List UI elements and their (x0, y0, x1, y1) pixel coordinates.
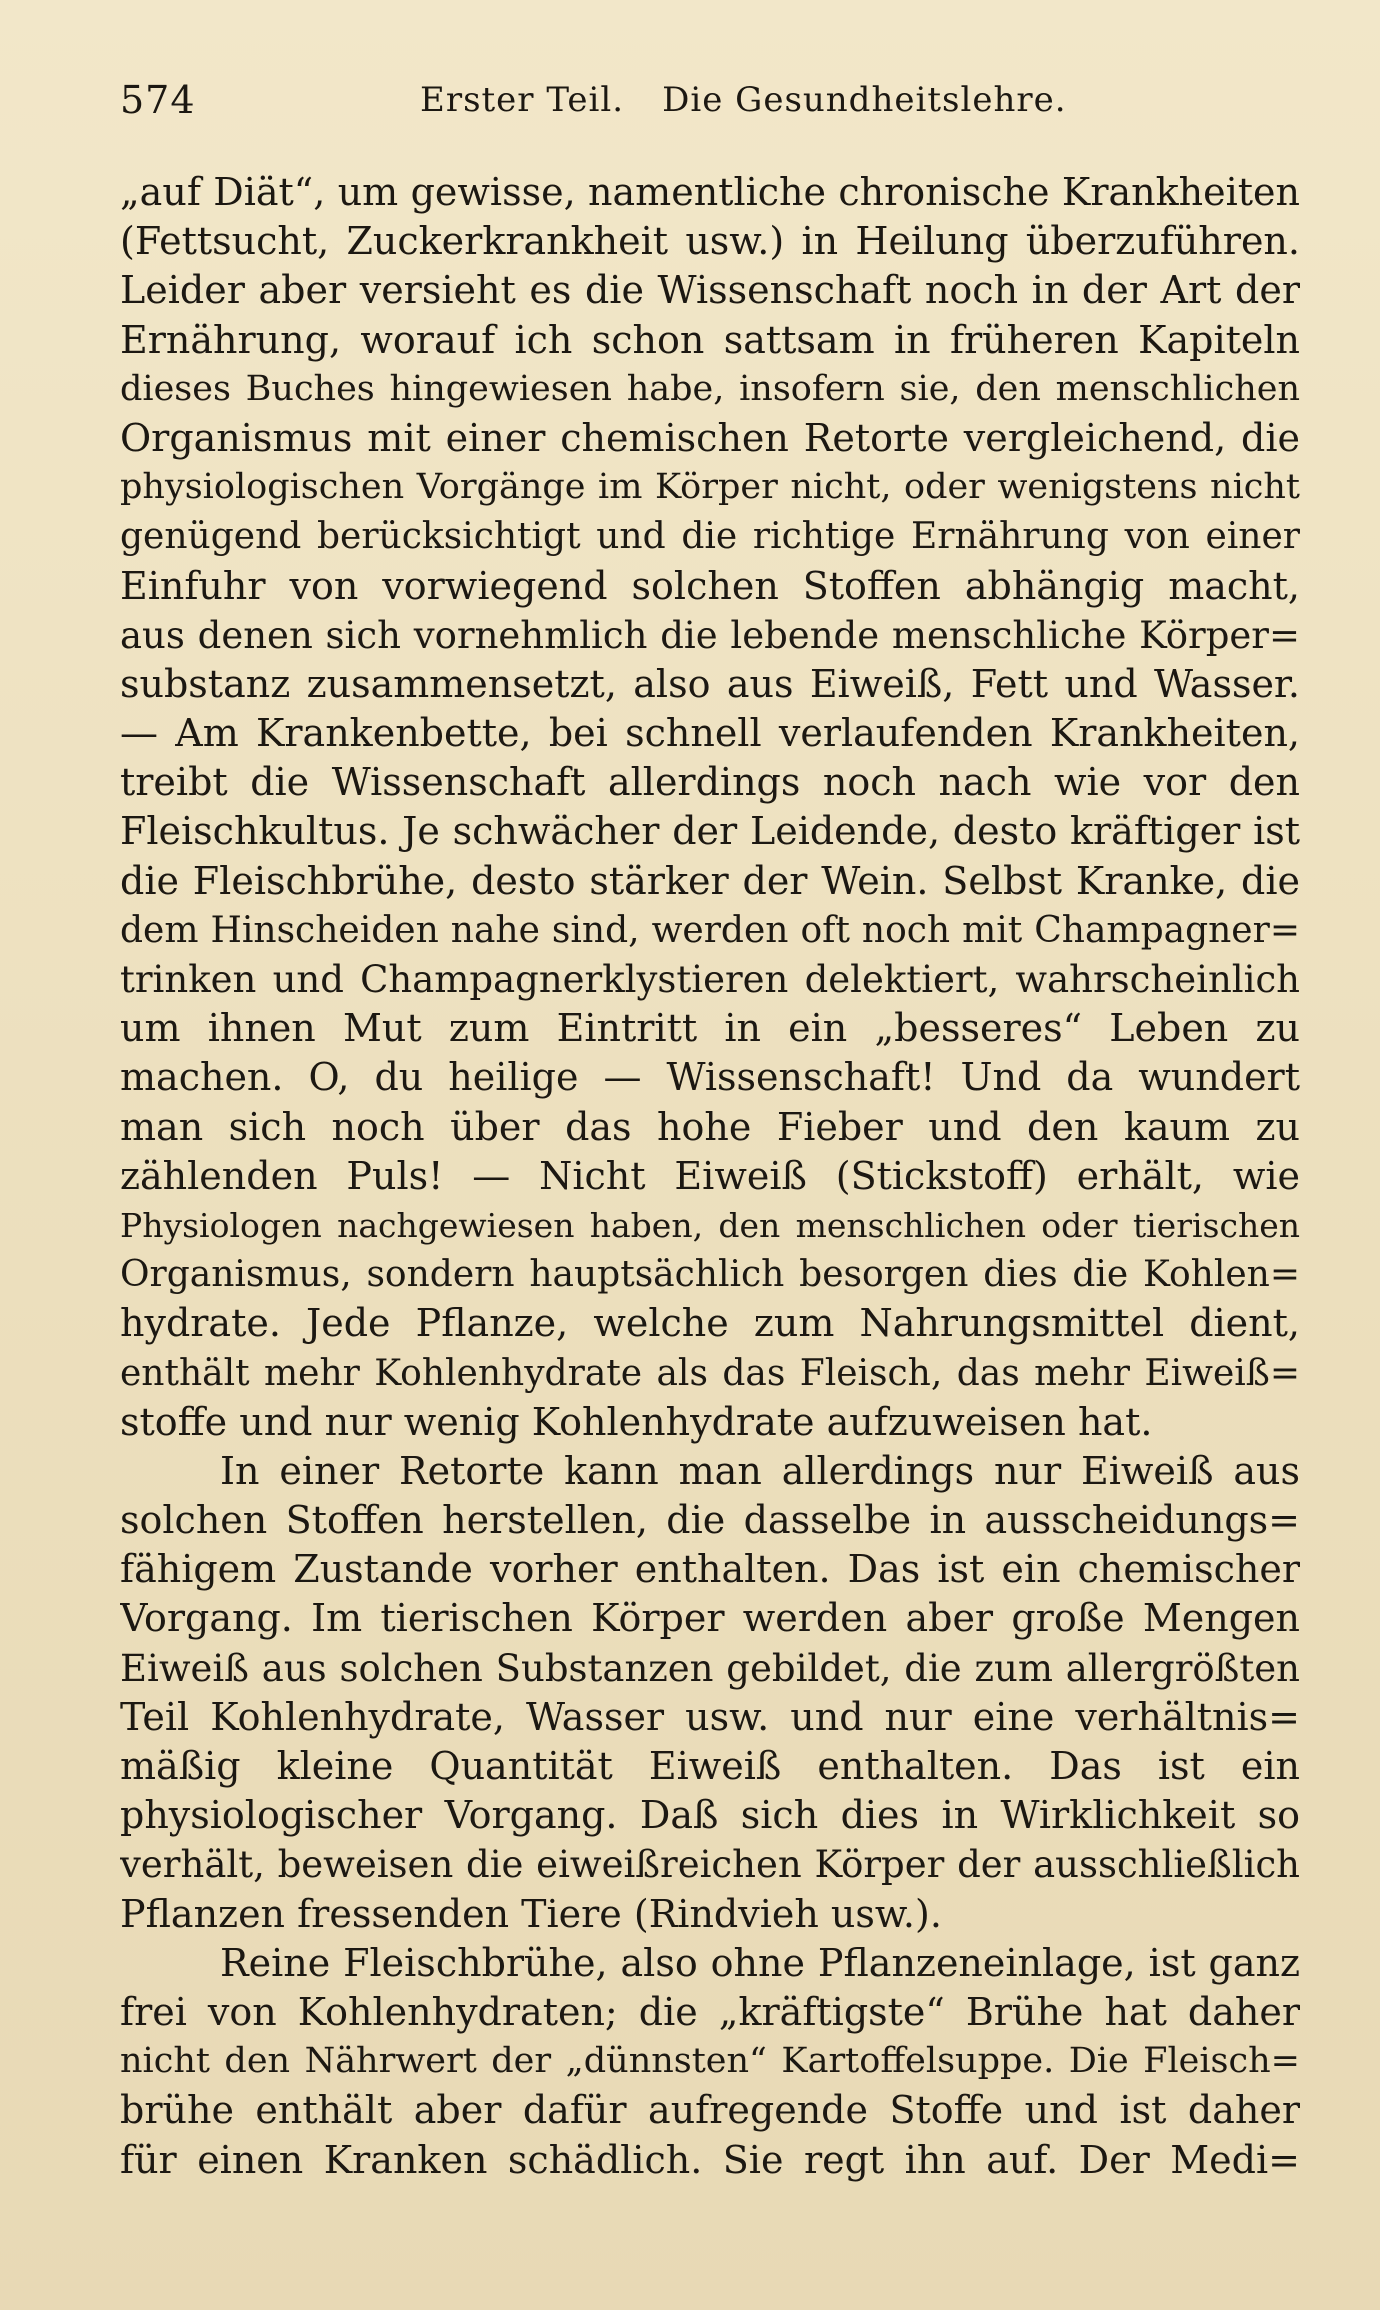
text-line: zählenden Puls! — Nicht Eiweiß (Stickstoff) erhält, wie (120, 1153, 1300, 1198)
text-line: genügend berücksichtigt und die richtige Ernährung von einer (120, 516, 1300, 558)
text-line: hydrate. Jede Pflanze, welche zum Nahrungsmittel dient, (120, 1301, 1300, 1346)
text-line: machen. O, du heilige — Wissenschaft! Und da wundert (120, 1055, 1300, 1100)
text-line: physiologischer Vorgang. Daß sich dies in Wirklichkeit so (120, 1793, 1300, 1838)
text-line: Ernährung, worauf ich schon sattsam in früheren Kapiteln (120, 317, 1300, 362)
text-line: für einen Kranken schädlich. Sie regt ihn auf. Der Medi= (120, 2137, 1300, 2182)
text-line: die Fleischbrühe, desto stärker der Wein. Selbst Kranke, die (120, 858, 1300, 903)
text-line: (Fettsucht, Zuckerkrankheit usw.) in Heilung überzuführen. (120, 219, 1300, 264)
page-number: 574 (120, 78, 196, 122)
text-line: Vorgang. Im tierischen Körper werden aber große Mengen (120, 1596, 1300, 1641)
text-line: Reine Fleischbrühe, also ohne Pflanzeneinlage, ist ganz (220, 1940, 1300, 1985)
text-line: „auf Diät“, um gewisse, namentliche chronische Krankheiten (120, 170, 1300, 214)
text-line: Eiweiß aus solchen Substanzen gebildet, die zum allergrößten (120, 1646, 1300, 1690)
text-line: — Am Krankenbette, bei schnell verlaufenden Krankheiten, (120, 711, 1300, 756)
body-text (120, 168, 1300, 2185)
text-line: Organismus, sondern hauptsächlich besorgen dies die Kohlen= (120, 1254, 1300, 1296)
text-line: Organismus mit einer chemischen Retorte vergleichend, die (120, 415, 1300, 460)
text-line: treibt die Wissenschaft allerdings noch nach wie vor den (120, 760, 1300, 805)
text-line: aus denen sich vornehmlich die lebende menschliche Körper= (120, 613, 1300, 657)
text-line: Leider aber versieht es die Wissenschaft noch in der Art der (120, 268, 1300, 313)
text-line: solchen Stoffen herstellen, die dasselbe in ausscheidungs= (120, 1498, 1300, 1543)
text-line: Physiologen nachgewiesen haben, den menschlichen oder tierischen (120, 1205, 1300, 1245)
text-line: um ihnen Mut zum Eintritt in ein „besseres“ Leben zu (120, 1006, 1300, 1051)
text-line: man sich noch über das hohe Fieber und den kaum zu (120, 1104, 1300, 1149)
text-line: verhält, beweisen die eiweißreichen Körper der ausschließlich (120, 1843, 1300, 1887)
text-line: In einer Retorte kann man allerdings nur Eiweiß aus (220, 1448, 1300, 1493)
text-line: enthält mehr Kohlenhydrate als das Fleisch, das mehr Eiweiß= (120, 1352, 1300, 1394)
header-section: Die Gesundheitslehre. (662, 80, 1067, 120)
text-line: trinken und Champagnerklystieren delektiert, wahrscheinlich (120, 958, 1300, 1001)
text-line: frei von Kohlenhydraten; die „kräftigste“ Brühe hat daher (120, 1989, 1300, 2034)
running-head (120, 78, 1300, 134)
text-line: dem Hinscheiden nahe sind, werden oft noch mit Champagner= (120, 909, 1300, 951)
text-line: stoffe und nur wenig Kohlenhydrate aufzuweisen hat. (120, 1399, 1153, 1444)
text-line: Pflanzen fressenden Tiere (Rindvieh usw.). (120, 1891, 942, 1936)
text-line: dieses Buches hingewiesen habe, insofern sie, den menschlichen (120, 368, 1300, 409)
text-line: mäßig kleine Quantität Eiweiß enthalten. Das ist ein (120, 1744, 1300, 1788)
text-line: substanz zusammensetzt, also aus Eiweiß, Fett und Wasser. (120, 661, 1300, 706)
header-title (420, 80, 1067, 120)
paragraph-3 (120, 1939, 1300, 2185)
text-line: nicht den Nährwert der „dünnsten“ Kartoffelsuppe. Die Fleisch= (120, 2041, 1300, 2082)
header-part: Erster Teil. (420, 80, 625, 120)
text-line: Fleischkultus. Je schwächer der Leidende, desto kräftiger ist (120, 809, 1300, 854)
paragraph-1 (120, 168, 1300, 1447)
text-line: Einfuhr von vorwiegend solchen Stoffen abhängig macht, (120, 563, 1300, 608)
text-line: Teil Kohlenhydrate, Wasser usw. und nur eine verhältnis= (120, 1694, 1300, 1739)
text-line: brühe enthält aber dafür aufregende Stoffe und ist daher (120, 2088, 1300, 2133)
paragraph-2 (120, 1447, 1300, 1939)
text-line: physiologischen Vorgänge im Körper nicht, oder wenigstens nicht (120, 467, 1300, 508)
text-line: fähigem Zustande vorher enthalten. Das ist ein chemischer (120, 1547, 1300, 1592)
